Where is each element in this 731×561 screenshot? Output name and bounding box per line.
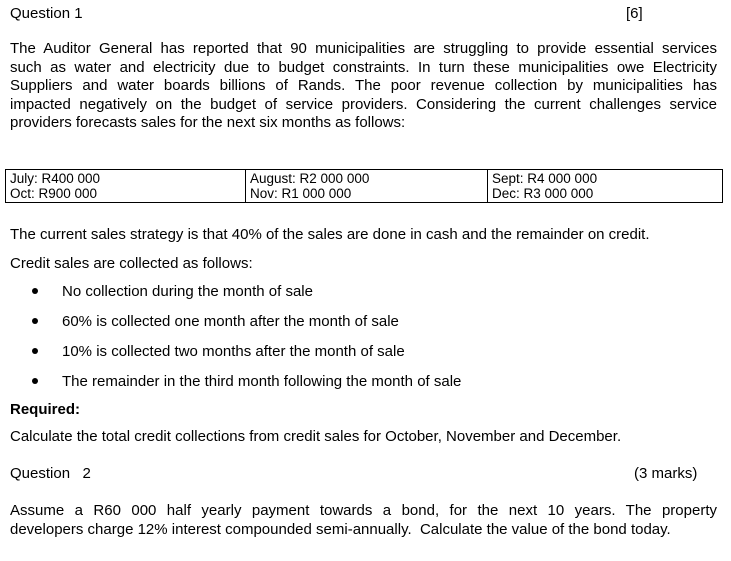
list-item	[32, 282, 313, 302]
sales-july: July: R400 000	[10, 171, 101, 186]
sales-dec: Dec: R3 000 000	[492, 186, 594, 201]
bullet-icon	[32, 288, 38, 294]
sales-august: August: R2 000 000	[250, 171, 370, 186]
intro-line: The Auditor General has reported that 90 municipalities are struggling to provide essential services	[10, 40, 717, 57]
bullet-icon	[32, 348, 38, 354]
intro-line: such as water and electricity due to budget constraints. In turn these municipalities owe Electricity	[10, 58, 717, 76]
collection-intro-text: Credit sales are collected as follows:	[10, 255, 253, 272]
list-item	[32, 372, 461, 392]
question-2-body	[10, 502, 717, 539]
question-1-intro	[10, 40, 717, 133]
question-2-line: Assume a R60 000 half yearly payment towards a bond, for the next 10 years. The property	[10, 502, 717, 519]
sales-oct: Oct: R900 000	[10, 186, 98, 201]
question-2-line: developers charge 12% interest compounded semi-annually. Calculate the value of the bond today.	[10, 520, 671, 538]
table-cell	[488, 170, 723, 203]
collection-rule: 60% is collected one month after the month of sale	[62, 313, 399, 330]
list-item	[32, 342, 405, 362]
sales-sept: Sept: R4 000 000	[492, 171, 598, 186]
sales-forecast-table	[5, 169, 723, 203]
required-text: Calculate the total credit collections from credit sales for October, November and December.	[10, 428, 622, 445]
bullet-icon	[32, 378, 38, 384]
collection-rule: 10% is collected two months after the month of sale	[62, 343, 405, 360]
question-2-title: Question 2	[10, 465, 91, 482]
list-item	[32, 312, 399, 332]
question-2-marks: (3 marks)	[634, 465, 698, 482]
question-1-marks: [6]	[626, 5, 643, 22]
collection-rule: The remainder in the third month following the month of sale	[62, 373, 462, 390]
question-1-title: Question 1	[10, 5, 83, 22]
required-label: Required:	[10, 401, 81, 418]
intro-line: providers forecasts sales for the next six months as follows:	[10, 114, 406, 132]
sales-strategy-text: The current sales strategy is that 40% of the sales are done in cash and the remainder on credit.	[10, 226, 650, 243]
sales-nov: Nov: R1 000 000	[250, 186, 352, 201]
table-cell	[246, 170, 488, 203]
collection-rule: No collection during the month of sale	[62, 283, 313, 300]
intro-line: Suppliers and water boards billions of Rands. The poor revenue collection by municipalities has	[10, 77, 717, 95]
table-row	[6, 170, 723, 203]
intro-line: impacted negatively on the budget of service providers. Considering the current challenges service	[10, 95, 717, 113]
table-cell	[6, 170, 246, 203]
bullet-icon	[32, 318, 38, 324]
